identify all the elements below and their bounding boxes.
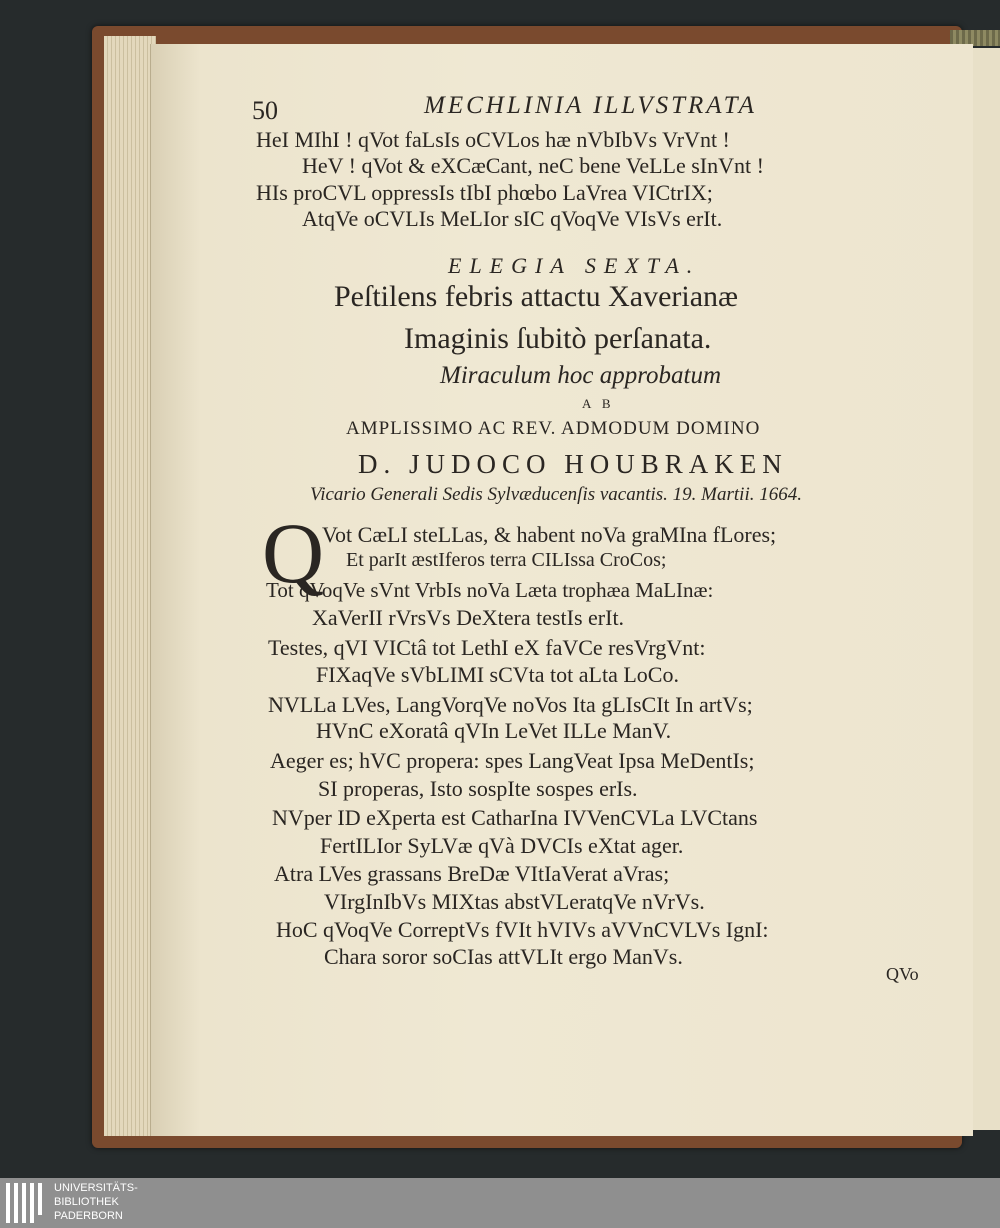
elegy-verse: Tot qVoqVe sVnt VrbIs noVa Læta trophæa MaLInæ: [266,578,714,602]
library-name-line: UNIVERSITÄTS- [54,1182,138,1194]
page-edges [104,36,156,1136]
elegy-verse: Chara soror soCIas attVLIt ergo ManVs. [324,944,683,969]
ab-line: A B [582,396,615,411]
opening-verse: HeI MIhI ! qVot faLsIs oCVLos hæ nVbIbVs VrVnt ! [256,127,730,152]
library-footer [0,1178,1000,1228]
elegy-verse: Aeger es; hVC propera: spes LangVeat Ipsa MeDentIs; [270,748,755,773]
office-and-date: Vicario Generali Sedis Sylvæducenſis vacantis. 19. Martii. 1664. [310,484,802,505]
elegy-verse: Et parIt æstIferos terra CILIssa CroCos; [346,549,667,571]
elegy-verse: Atra LVes grassans BreDæ VItIaVerat aVras; [274,861,670,886]
catchword: QVo [886,964,919,984]
drop-cap: Q [262,505,325,601]
library-name [54,1181,138,1223]
library-name-line: PADERBORN [54,1210,123,1222]
elegy-verse: HoC qVoqVe CorreptVs fVIt hVIVs aVVnCVLVs IgnI: [276,917,769,942]
elegy-verse: FertILIor SyLVæ qVà DVCIs eXtat ager. [320,833,684,858]
page-number: 50 [252,96,278,125]
dignitary-title: AMPLISSIMO AC REV. ADMODUM DOMINO [346,418,761,439]
elegy-verse: Vot CæLI steLLas, & habent noVa graMIna fLores; [322,522,777,547]
dignitary-name: D. JUDOCO HOUBRAKEN [358,449,788,479]
opening-verse: AtqVe oCVLIs MeLIor sIC qVoqVe VIsVs erIt. [302,206,723,231]
subject-line: Imaginis ſubitò perſanata. [404,322,712,355]
approval-line: Miraculum hoc approbatum [440,362,721,389]
elegy-verse: FIXaqVe sVbLIMI sCVta tot aLta LoCo. [316,662,679,687]
library-logo-icon [6,1183,46,1223]
subject-line: Peſtilens febris attactu Xaverianæ [334,280,739,313]
running-title: MECHLINIA ILLVSTRATA [424,92,757,119]
section-heading: ELEGIA SEXTA. [448,253,701,278]
opening-verse: HeV ! qVot & eXCæCant, neC bene VeLLe sInVnt ! [302,153,764,178]
opening-verse: HIs proCVL oppressIs tIbI phœbo LaVrea VICtrIX; [256,180,713,205]
elegy-verse: VIrgInIbVs MIXtas abstVLeratqVe nVrVs. [324,889,705,914]
facing-page-edge [972,48,1000,1130]
elegy-verse: HVnC eXoratâ qVIn LeVet ILLe ManV. [316,718,672,743]
elegy-verse: NVper ID eXperta est CatharIna IVVenCVLa LVCtans [272,805,758,830]
elegy-verse: XaVerII rVrsVs DeXtera testIs erIt. [312,605,625,630]
elegy-verse: NVLLa LVes, LangVorqVe noVos Ita gLIsCIt In artVs; [268,692,753,717]
elegy-verse: SI properas, Isto sospIte sospes erIs. [318,776,638,801]
elegy-verse: Testes, qVI VICtâ tot LethI eX faVCe resVrgVnt: [268,635,706,660]
library-name-line: BIBLIOTHEK [54,1196,119,1208]
